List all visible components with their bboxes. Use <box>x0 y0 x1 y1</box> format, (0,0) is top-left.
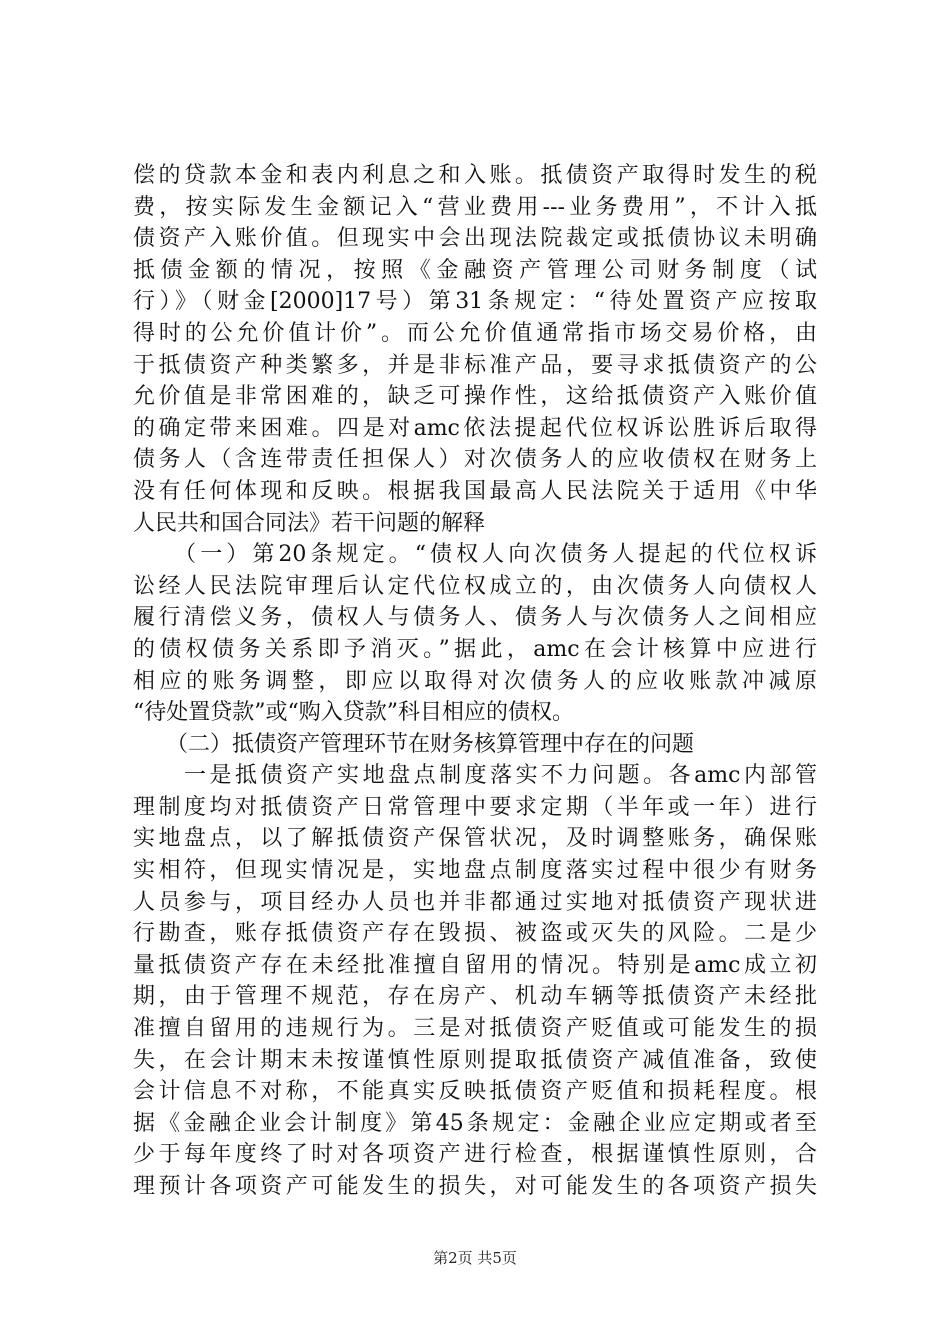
text-line: “待处置贷款”或“购入贷款”科目相应的债权。 <box>133 700 574 726</box>
text-line: 人民共和国合同法》若干问题的解释 <box>133 510 486 536</box>
text-line: 行）》（财金[2000]17号）第31条规定：“待处置资产应按取 <box>133 289 817 315</box>
section-heading <box>133 729 817 761</box>
page-number: 第2页 共5页 <box>433 1249 517 1267</box>
text-line: 没有任何体现和反映。根据我国最高人民法院关于适用《中华 <box>133 478 817 504</box>
text-line: 允价值是非常困难的，缺乏可操作性，这给抵债资产入账价值 <box>133 384 817 410</box>
text-line: 理制度均对抵债资产日常管理中要求定期（半年或一年）进行 <box>133 794 817 820</box>
paragraph-2 <box>133 539 817 729</box>
text-line: 相应的账务调整，即应以取得对次债务人的应收账款冲减原 <box>133 668 817 694</box>
text-line: 的确定带来困难。四是对amc依法提起代位权诉讼胜诉后取得 <box>133 415 817 441</box>
text-line: （一）第20条规定。“债权人向次债务人提起的代位权诉 <box>133 542 817 568</box>
text-line: 抵债金额的情况，按照《金融资产管理公司财务制度（试 <box>133 257 817 283</box>
text-line: 量抵债资产存在未经批准擅自留用的情况。特别是amc成立初 <box>133 952 817 978</box>
text-line: 会计信息不对称，不能真实反映抵债资产贬值和损耗程度。根 <box>133 1079 817 1105</box>
text-line: 人员参与，项目经办人员也并非都通过实地对抵债资产现状进 <box>133 889 817 915</box>
text-line: 讼经人民法院审理后认定代位权成立的，由次债务人向债权人 <box>133 573 817 599</box>
text-line: 债务人（含连带责任担保人）对次债务人的应收债权在财务上 <box>133 447 817 473</box>
text-line: 履行清偿义务，债权人与债务人、债务人与次债务人之间相应 <box>133 605 817 631</box>
text-line: 的债权债务关系即予消灭。”据此，amc在会计核算中应进行 <box>133 636 817 662</box>
text-line: 于抵债资产种类繁多，并是非标准产品，要寻求抵债资产的公 <box>133 352 817 378</box>
text-line: 实相符，但现实情况是，实地盘点制度落实过程中很少有财务 <box>133 858 817 884</box>
text-line: 债资产入账价值。但现实中会出现法院裁定或抵债协议未明确 <box>133 226 817 252</box>
text-line: 实地盘点，以了解抵债资产保管状况，及时调整账务，确保账 <box>133 826 817 852</box>
document-body <box>133 160 817 1203</box>
text-line: 期，由于管理不规范，存在房产、机动车辆等抵债资产未经批 <box>133 984 817 1010</box>
text-line: 少于每年度终了时对各项资产进行检查，根据谨慎性原则，合 <box>133 1142 817 1168</box>
text-line: 偿的贷款本金和表内利息之和入账。抵债资产取得时发生的税 <box>133 163 817 188</box>
paragraph-1 <box>133 160 817 539</box>
text-line: 准擅自留用的违规行为。三是对抵债资产贬值或可能发生的损 <box>133 1016 817 1042</box>
text-line: 行勘查，账存抵债资产存在毁损、被盗或灭失的风险。二是少 <box>133 921 817 947</box>
text-line: 据《金融企业会计制度》第45条规定：金融企业应定期或者至 <box>133 1110 817 1136</box>
text-line: 失，在会计期末未按谨慎性原则提取抵债资产减值准备，致使 <box>133 1047 817 1073</box>
text-line: 理预计各项资产可能发生的损失，对可能发生的各项资产损失 <box>133 1174 817 1199</box>
text-line: 一是抵债资产实地盘点制度落实不力问题。各amc内部管 <box>133 763 817 789</box>
heading-line: （二）抵债资产管理环节在财务核算管理中存在的问题 <box>133 731 695 757</box>
text-line: 得时的公允价值计价”。而公允价值通常指市场交易价格，由 <box>133 320 817 346</box>
text-line: 费，按实际发生金额记入“营业费用---业务费用”，不计入抵 <box>133 194 817 220</box>
paragraph-3 <box>133 760 817 1202</box>
